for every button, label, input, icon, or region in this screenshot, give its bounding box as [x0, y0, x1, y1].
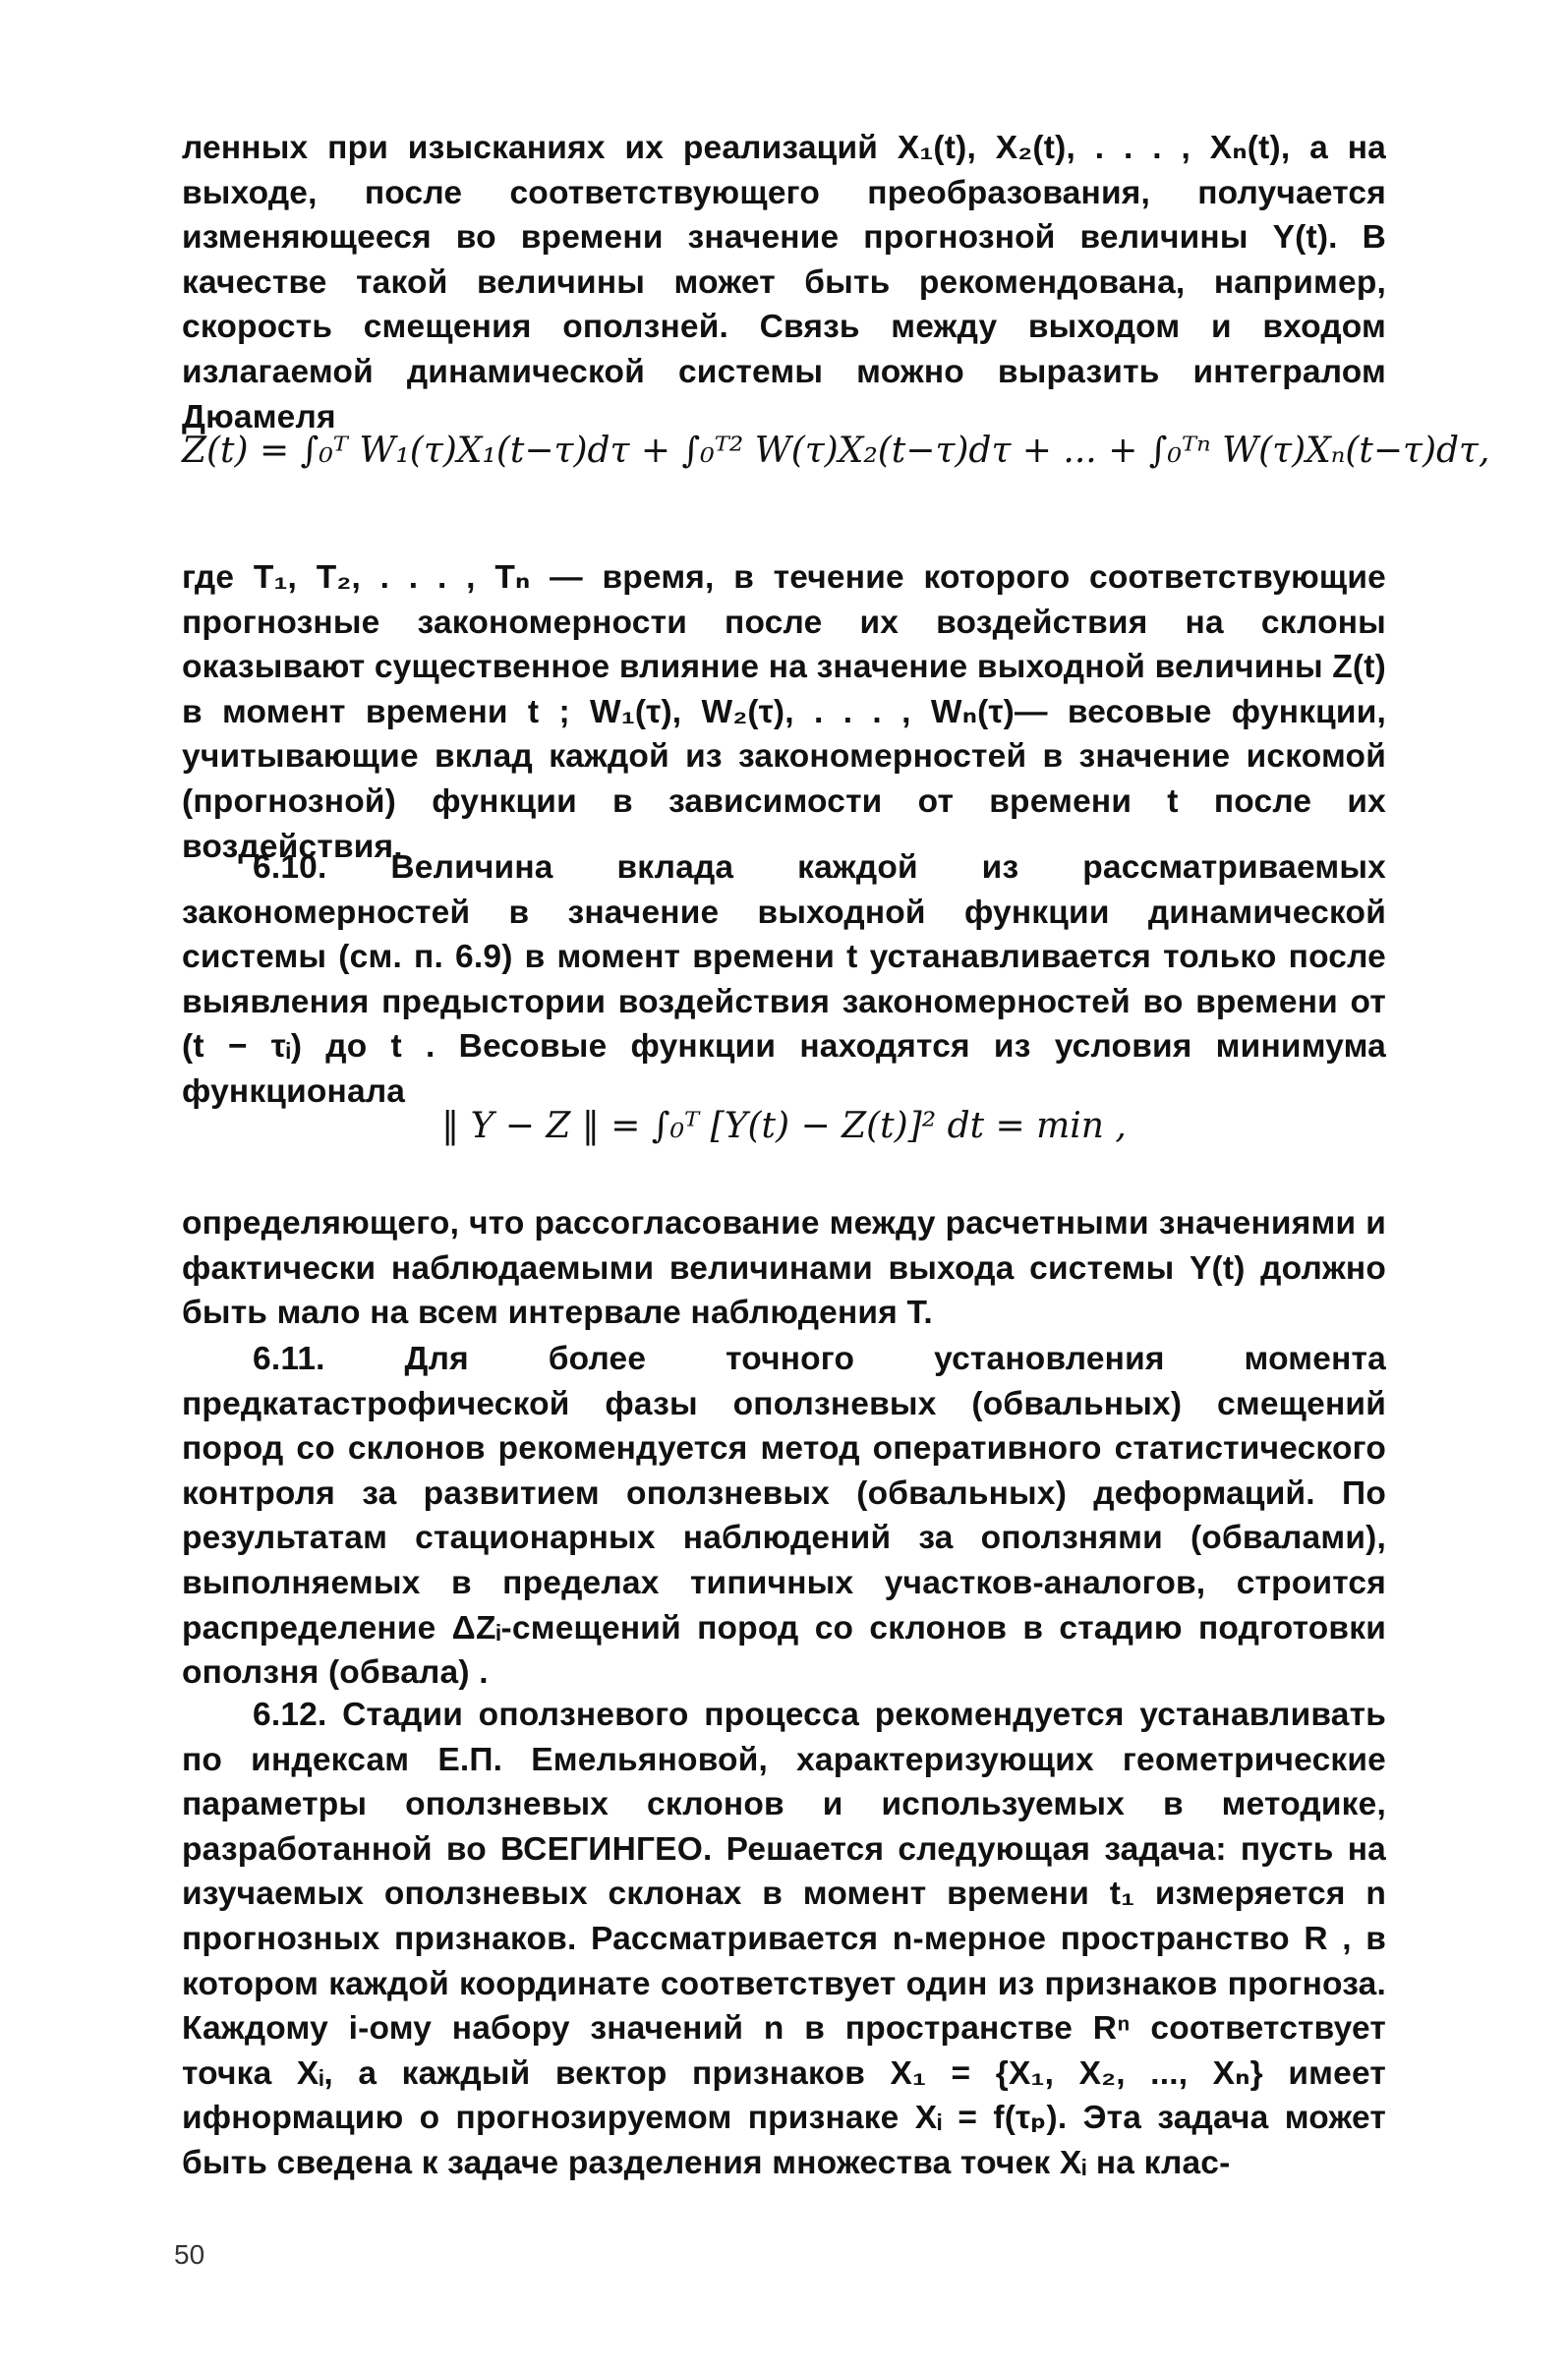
- text-column-2: [182, 555, 1386, 869]
- paragraph-6-10: 6.10. Величина вклада каждой из рассматриваемых закономерностей в значение выходной функции динамической системы (см. п. 6.9) в момент времени t устанавливается только после выявления предыстории воздействия закономерностей во времени от (t − τᵢ) до t . Весовые функции находятся из условия минимума функционала: [182, 849, 1386, 1110]
- paragraph-intro: ленных при изысканиях их реализаций X₁(t), X₂(t), . . . , Xₙ(t), а на выходе, после соответствующего преобразования, получается изменяющееся во времени значение прогнозной величины Y(t). В качестве такой величины может быть рекомендована, например, скорость смещения оползней. Связь между выходом и входом излагаемой динамической системы можно выразить интегралом Дюамеля: [182, 130, 1386, 435]
- paragraph-definitions: где T₁, T₂, . . . , Tₙ — время, в течение которого соответствующие прогнозные закономерности после их воздействия на склоны оказывают существенное влияние на значение выходной величины Z(t) в момент времени t ; W₁(τ), W₂(τ), . . . , Wₙ(τ)— весовые функции, учитывающие вклад каждой из закономерностей в значение искомой (прогнозной) функции в зависимости от времени t после их воздействия.: [182, 559, 1386, 865]
- text-column-4: [182, 1201, 1386, 1336]
- paragraph-6-11: 6.11. Для более точного установления момента предкатастрофической фазы оползневых (обвальных) смещений пород со склонов рекомендуется метод оперативного статистического контроля за развитием оползневых (обвальных) деформаций. По результатам стационарных наблюдений за оползнями (обвалами), выполняемых в пределах типичных участков-аналогов, строится распределение ΔZᵢ-смещений пород со склонов в стадию подготовки оползня (обвала) .: [182, 1341, 1386, 1692]
- formula-functional-min: ‖ Y − Z ‖ = ∫₀ᵀ [Y(t) − Z(t)]² dt = min ,: [441, 1106, 1127, 1146]
- formula-column-2: [182, 1106, 1386, 1146]
- paragraph-6-12: 6.12. Стадии оползневого процесса рекомендуется устанавливать по индексам Е.П. Емельяновой, характеризующих геометрические параметры оползневых склонов и используемых в методике, разработанной во ВСЕГИНГЕО. Решается следующая задача: пусть на изучаемых оползневых склонах в момент времени t₁ измеряется n прогнозных признаков. Рассматривается n-мерное пространство R , в котором каждой координате соответствует один из признаков прогноза. Каждому i-ому набору значений n в пространстве Rⁿ соответствует точка Xᵢ, а каждый вектор признаков X₁ = {X₁, X₂, ..., Xₙ} имеет ифнормацию о прогнозируемом признаке Xᵢ = f(τₚ). Эта задача может быть сведена к задаче разделения множества точек Xᵢ на клас-: [182, 1697, 1386, 2181]
- text-column-5: [182, 1337, 1386, 1696]
- page-number: 50: [174, 2239, 205, 2270]
- text-column-3: [182, 845, 1386, 1115]
- text-column: [182, 126, 1386, 439]
- formula-column: [182, 431, 1490, 471]
- paragraph-mismatch: определяющего, что рассогласование между расчетными значениями и фактически наблюдаемыми величинами выхода системы Y(t) должно быть мало на всем интервале наблюдения T.: [182, 1205, 1386, 1332]
- formula-duhamel-integral: Z(t) = ∫₀ᵀ W₁(τ)X₁(t−τ)dτ + ∫₀ᵀ² W(τ)X₂(t−τ)dτ + ... + ∫₀ᵀⁿ W(τ)Xₙ(t−τ)dτ,: [182, 431, 1490, 471]
- text-column-6: [182, 1693, 1386, 2186]
